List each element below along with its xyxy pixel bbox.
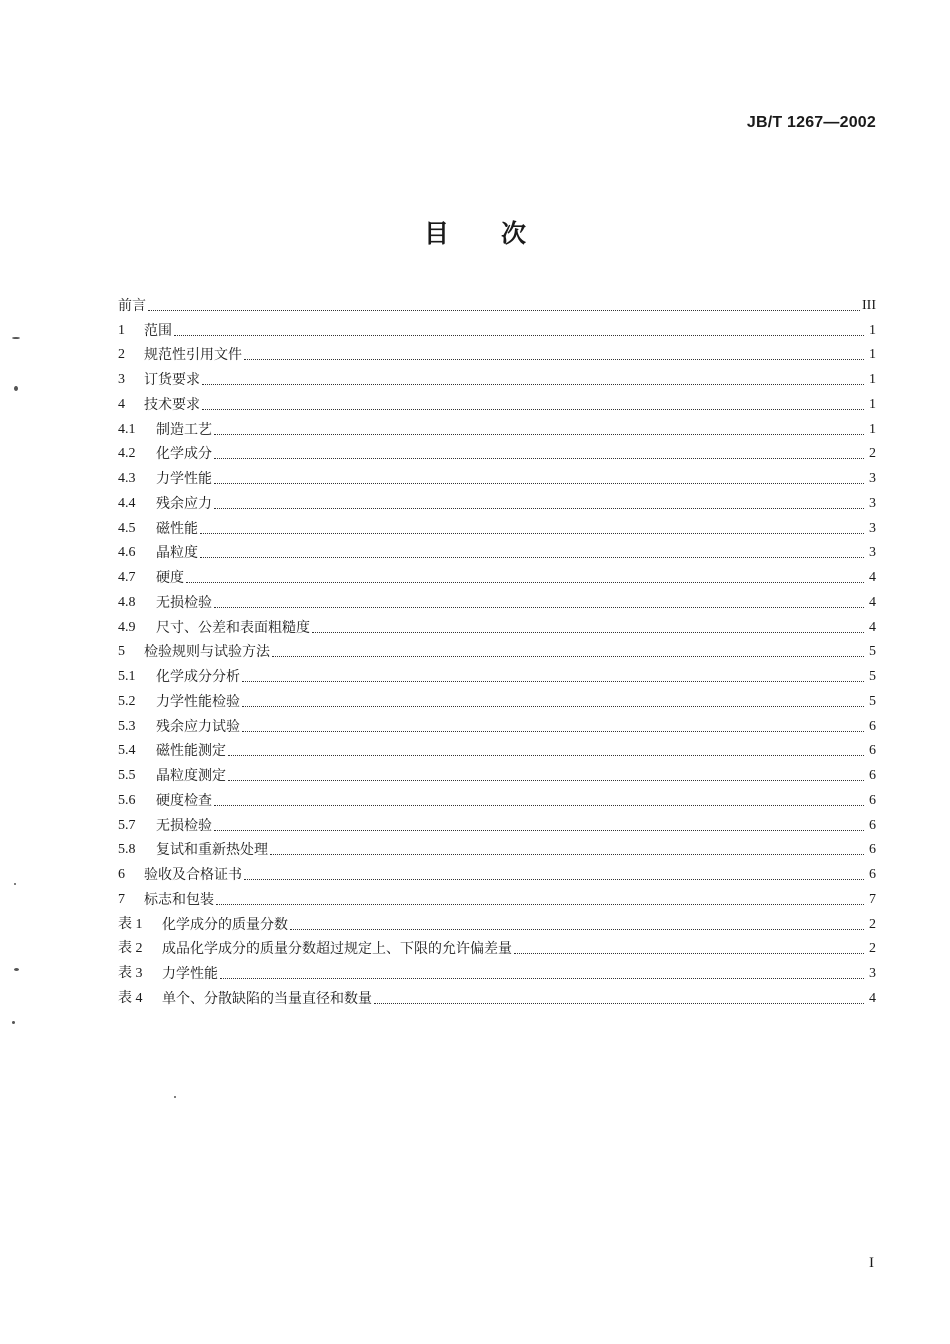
- toc-entry-label: 晶粒度: [156, 545, 198, 562]
- toc-entry-page: 6: [869, 743, 876, 759]
- toc-entry-page: 2: [869, 941, 876, 957]
- toc-leader-dots: [242, 705, 864, 707]
- toc-entry-number: 5.4: [118, 743, 136, 759]
- toc-entry-number: 5.2: [118, 693, 136, 709]
- toc-entry[interactable]: [118, 513, 876, 538]
- toc-entry-label: 标志和包装: [144, 891, 214, 908]
- toc-entry-label: 复试和重新热处理: [156, 842, 268, 859]
- toc-entry-label: 残余应力试验: [156, 718, 240, 735]
- toc-entry-label: 单个、分散缺陷的当量直径和数量: [162, 990, 372, 1007]
- toc-entry[interactable]: [118, 612, 876, 637]
- toc-leader-dots: [228, 754, 864, 756]
- scan-speck: [12, 1021, 15, 1024]
- toc-entry-label: 硬度: [156, 570, 184, 586]
- toc-entry-number: 4: [118, 396, 125, 412]
- toc-entry-number: 5.8: [118, 842, 136, 858]
- scan-speck: [14, 883, 16, 885]
- toc-entry-number: 4.6: [118, 545, 136, 561]
- toc-leader-dots: [270, 853, 864, 855]
- scan-speck: [14, 968, 19, 971]
- toc-entry[interactable]: [118, 711, 876, 736]
- toc-entry-page: 6: [869, 718, 876, 734]
- toc-entry-number: 5.5: [118, 768, 136, 783]
- toc-leader-dots: [202, 383, 864, 385]
- toc-leader-dots: [214, 606, 864, 608]
- toc-leader-dots: [242, 680, 864, 682]
- toc-entry-number: 4.5: [118, 520, 136, 536]
- toc-entry[interactable]: [118, 661, 876, 686]
- toc-entry[interactable]: [118, 934, 876, 959]
- toc-leader-dots: [214, 482, 864, 484]
- toc-entry-label: 制造工艺: [156, 421, 212, 438]
- toc-entry[interactable]: [118, 290, 876, 315]
- toc-entry-number: 4.2: [118, 446, 136, 462]
- standard-number: JB/T 1267—2002: [746, 114, 876, 131]
- toc-entry-number: 表 1: [118, 916, 143, 932]
- toc-entry[interactable]: [118, 389, 876, 414]
- toc-entry-number: 5.1: [118, 669, 136, 684]
- toc-entry-page: 6: [869, 817, 876, 833]
- toc-leader-dots: [148, 309, 860, 311]
- toc-entry-number: 4.8: [118, 594, 136, 610]
- toc-entry[interactable]: [118, 859, 876, 884]
- toc-leader-dots: [186, 581, 864, 583]
- toc-entry[interactable]: [118, 760, 876, 785]
- toc-entry-number: 3: [118, 372, 125, 387]
- toc-entry-page: 6: [869, 768, 876, 783]
- toc-entry-label: 磁性能测定: [156, 743, 226, 760]
- toc-entry-page: 3: [869, 966, 876, 981]
- toc-entry-number: 5.7: [118, 817, 136, 833]
- toc-entry[interactable]: [118, 488, 876, 513]
- title-char-1: 目: [423, 219, 449, 248]
- toc-entry-label: 硬度检查: [156, 792, 212, 809]
- toc-entry-label: 力学性能: [156, 471, 212, 487]
- page-title: [0, 214, 950, 250]
- toc-entry-page: 1: [869, 421, 876, 437]
- toc-entry-label: 技术要求: [144, 396, 200, 413]
- toc-entry-page: 2: [869, 446, 876, 462]
- toc-entry[interactable]: [118, 835, 876, 860]
- toc-entry-page: III: [862, 297, 876, 313]
- scan-speck: [12, 337, 20, 339]
- toc-entry-page: 1: [869, 322, 876, 338]
- toc-entry-page: 3: [869, 520, 876, 536]
- toc-entry-label: 范围: [144, 322, 172, 339]
- toc-leader-dots: [514, 952, 864, 954]
- toc-entry-number: 4.4: [118, 495, 136, 511]
- toc-entry[interactable]: [118, 414, 876, 439]
- toc-leader-dots: [214, 804, 864, 806]
- toc-entry[interactable]: [118, 364, 876, 389]
- toc-entry-page: 4: [869, 570, 876, 585]
- toc-entry-page: 6: [869, 842, 876, 858]
- toc-entry-number: 4.9: [118, 619, 136, 635]
- toc-entry-number: 5.6: [118, 792, 136, 808]
- toc-entry-label: 磁性能: [156, 520, 198, 537]
- toc-entry-page: 1: [869, 396, 876, 412]
- toc-entry-label: 无损检验: [156, 817, 212, 834]
- table-of-contents: [118, 290, 876, 1008]
- toc-entry-page: 4: [869, 594, 876, 610]
- toc-leader-dots: [200, 556, 864, 558]
- toc-leader-dots: [374, 1002, 864, 1004]
- toc-leader-dots: [214, 829, 864, 831]
- toc-entry-page: 3: [869, 545, 876, 561]
- toc-entry-label: 规范性引用文件: [144, 347, 242, 364]
- toc-entry-number: 4.1: [118, 421, 136, 437]
- toc-leader-dots: [244, 878, 864, 880]
- toc-leader-dots: [216, 903, 864, 905]
- toc-entry-label: 化学成分的质量分数: [162, 916, 288, 933]
- toc-entry-number: 4.7: [118, 570, 136, 585]
- toc-entry-page: 6: [869, 792, 876, 808]
- toc-entry-page: 4: [869, 619, 876, 635]
- toc-leader-dots: [174, 334, 864, 336]
- toc-entry-label: 前言: [118, 297, 146, 314]
- toc-leader-dots: [244, 358, 864, 360]
- page-number: I: [869, 1255, 874, 1271]
- toc-entry-number: 5: [118, 644, 125, 660]
- toc-entry-number: 7: [118, 891, 125, 907]
- toc-entry-number: 表 3: [118, 966, 143, 981]
- toc-leader-dots: [290, 928, 864, 930]
- toc-leader-dots: [220, 977, 864, 979]
- toc-entry-number: 1: [118, 322, 125, 338]
- toc-entry-page: 3: [869, 495, 876, 511]
- toc-leader-dots: [214, 457, 864, 459]
- toc-entry-label: 力学性能检验: [156, 693, 240, 710]
- toc-entry[interactable]: [118, 587, 876, 612]
- toc-leader-dots: [228, 779, 864, 781]
- toc-entry-page: 4: [869, 990, 876, 1006]
- toc-entry-label: 验收及合格证书: [144, 867, 242, 883]
- toc-entry[interactable]: [118, 884, 876, 909]
- toc-leader-dots: [200, 532, 864, 534]
- title-char-2: 次: [501, 219, 527, 248]
- toc-entry-page: 5: [869, 693, 876, 709]
- toc-entry-page: 1: [869, 372, 876, 387]
- toc-leader-dots: [242, 730, 864, 732]
- toc-entry[interactable]: [118, 439, 876, 464]
- toc-entry-label: 化学成分: [156, 446, 212, 463]
- toc-entry-page: 5: [869, 669, 876, 684]
- toc-entry[interactable]: [118, 340, 876, 365]
- toc-entry-number: 5.3: [118, 718, 136, 734]
- toc-entry[interactable]: [118, 562, 876, 587]
- scan-speck: [174, 1096, 176, 1098]
- toc-entry-number: 6: [118, 867, 125, 882]
- toc-entry-page: 3: [869, 471, 876, 486]
- toc-entry[interactable]: [118, 810, 876, 835]
- scan-speck: [14, 386, 18, 391]
- toc-entry-label: 尺寸、公差和表面粗糙度: [156, 619, 310, 636]
- toc-leader-dots: [214, 507, 864, 509]
- toc-entry-page: 5: [869, 644, 876, 660]
- toc-entry-page: 1: [869, 347, 876, 363]
- toc-entry-number: 2: [118, 347, 125, 363]
- toc-entry-label: 无损检验: [156, 594, 212, 611]
- toc-entry-label: 成品化学成分的质量分数超过规定上、下限的允许偏差量: [162, 941, 512, 958]
- toc-entry-number: 表 2: [118, 941, 143, 957]
- toc-entry-label: 检验规则与试验方法: [144, 644, 270, 661]
- toc-entry[interactable]: [118, 463, 876, 488]
- toc-entry-page: 7: [869, 891, 876, 907]
- toc-entry-label: 订货要求: [144, 372, 200, 388]
- toc-entry[interactable]: [118, 686, 876, 711]
- toc-leader-dots: [214, 433, 864, 435]
- toc-entry-page: 2: [869, 916, 876, 932]
- toc-entry-label: 残余应力: [156, 495, 212, 512]
- toc-leader-dots: [312, 631, 864, 633]
- toc-entry-page: 6: [869, 867, 876, 882]
- toc-leader-dots: [272, 655, 864, 657]
- toc-entry[interactable]: [118, 785, 876, 810]
- toc-entry-number: 4.3: [118, 471, 136, 486]
- toc-entry[interactable]: [118, 958, 876, 983]
- toc-entry[interactable]: [118, 315, 876, 340]
- toc-entry-label: 化学成分分析: [156, 669, 240, 685]
- toc-entry-number: 表 4: [118, 990, 143, 1006]
- toc-entry-label: 晶粒度测定: [156, 768, 226, 784]
- toc-entry-label: 力学性能: [162, 966, 218, 982]
- toc-entry[interactable]: [118, 909, 876, 934]
- toc-entry[interactable]: [118, 538, 876, 563]
- toc-entry[interactable]: [118, 736, 876, 761]
- toc-entry[interactable]: [118, 983, 876, 1008]
- toc-entry[interactable]: [118, 637, 876, 662]
- toc-leader-dots: [202, 408, 864, 410]
